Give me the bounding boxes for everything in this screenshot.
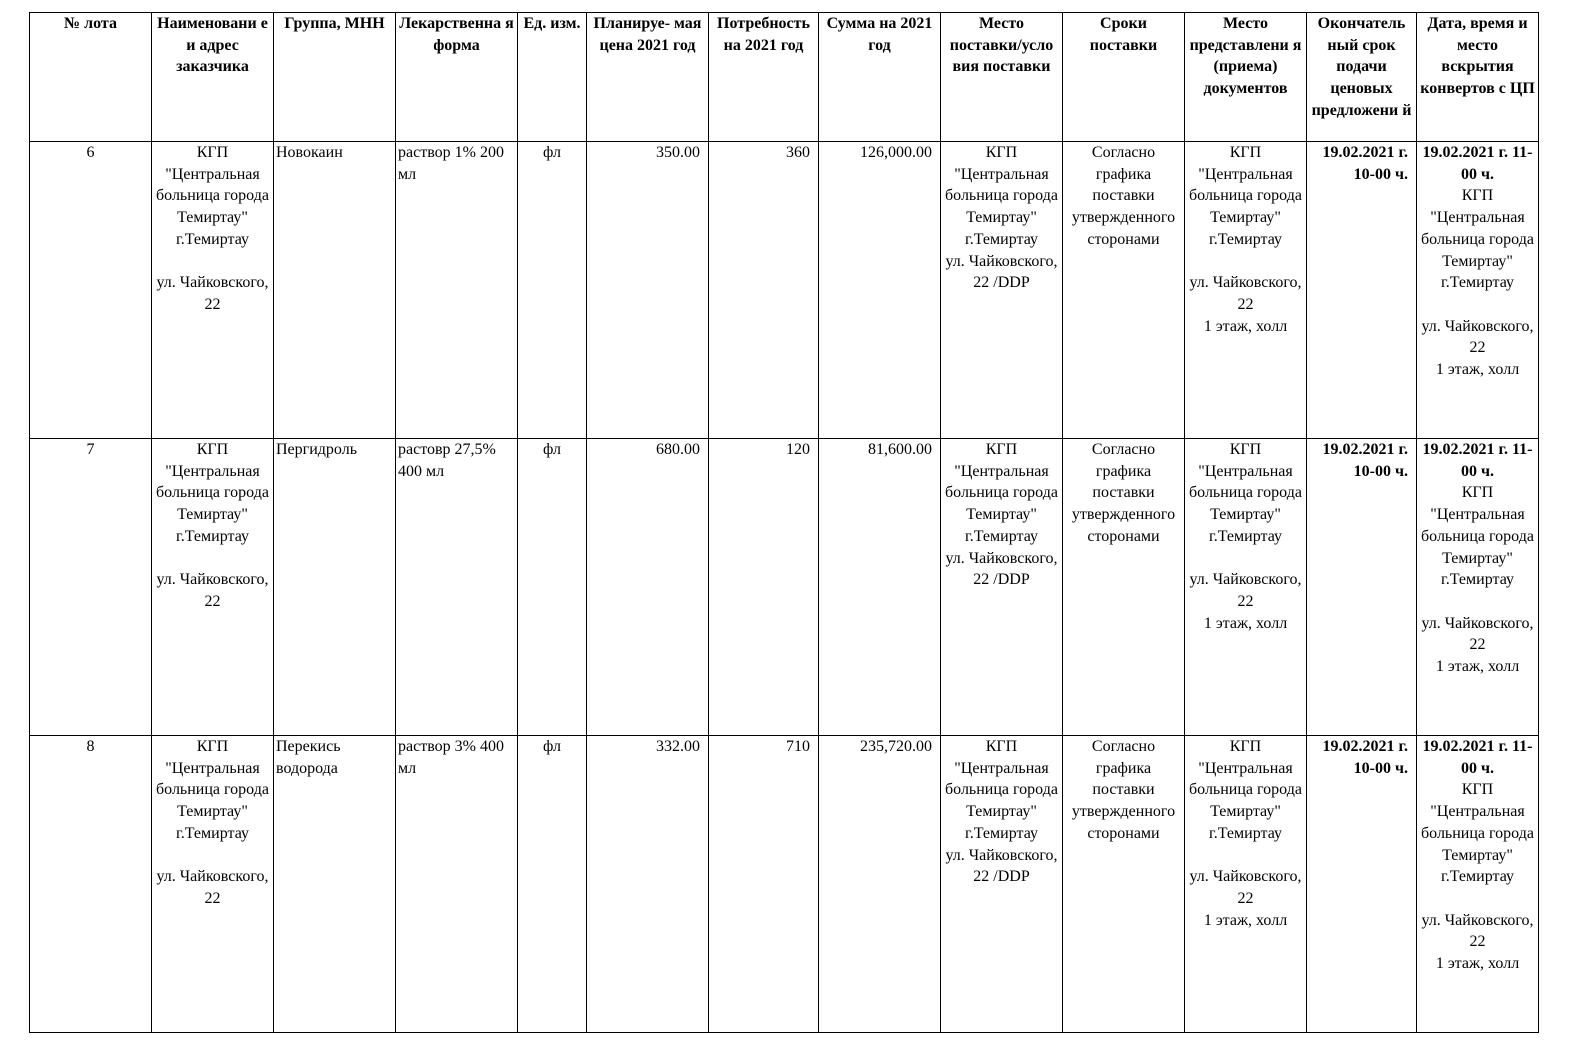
- header-need: Потребность на 2021 год: [709, 13, 819, 142]
- procurement-table: [29, 12, 1539, 1033]
- cell-price: 332.00: [587, 736, 709, 1033]
- opening-place: КГП "Центральная больница города Темиртау" г.Темиртау ул. Чайковского, 22 1 этаж, холл: [1421, 187, 1534, 379]
- cell-customer: КГП "Центральная больница города Темиртау" г.Темиртау ул. Чайковского, 22: [152, 439, 274, 736]
- cell-form: растовр 27,5% 400 мл: [396, 439, 518, 736]
- cell-deadline: 19.02.2021 г. 10-00 ч.: [1307, 142, 1417, 439]
- table-row: [30, 736, 1539, 1033]
- header-delivery-place: Место поставки/усло вия поставки: [941, 13, 1063, 142]
- cell-group: Новокаин: [274, 142, 396, 439]
- opening-datetime: 19.02.2021 г. 11-00 ч.: [1422, 738, 1533, 777]
- cell-unit: фл: [518, 142, 587, 439]
- cell-delivery-terms: Согласно графика поставки утвержденного сторонами: [1063, 736, 1185, 1033]
- header-lot: № лота: [30, 13, 152, 142]
- opening-datetime: 19.02.2021 г. 11-00 ч.: [1422, 441, 1533, 480]
- header-price: Планируе- мая цена 2021 год: [587, 13, 709, 142]
- header-group: Группа, МНН: [274, 13, 396, 142]
- cell-customer: КГП "Центральная больница города Темиртау" г.Темиртау ул. Чайковского, 22: [152, 142, 274, 439]
- header-sum: Сумма на 2021 год: [819, 13, 941, 142]
- cell-docs-place: КГП "Центральная больница города Темиртау" г.Темиртау ул. Чайковского, 22 1 этаж, холл: [1185, 142, 1307, 439]
- cell-need: 120: [709, 439, 819, 736]
- cell-docs-place: КГП "Центральная больница города Темиртау" г.Темиртау ул. Чайковского, 22 1 этаж, холл: [1185, 439, 1307, 736]
- cell-docs-place: КГП "Центральная больница города Темиртау" г.Темиртау ул. Чайковского, 22 1 этаж, холл: [1185, 736, 1307, 1033]
- table-row: [30, 142, 1539, 439]
- header-customer: Наименовани е и адрес заказчика: [152, 13, 274, 142]
- cell-unit: фл: [518, 439, 587, 736]
- cell-price: 350.00: [587, 142, 709, 439]
- header-delivery-terms: Сроки поставки: [1063, 13, 1185, 142]
- cell-unit: фл: [518, 736, 587, 1033]
- cell-price: 680.00: [587, 439, 709, 736]
- header-unit: Ед. изм.: [518, 13, 587, 142]
- cell-form: раствор 3% 400 мл: [396, 736, 518, 1033]
- cell-need: 710: [709, 736, 819, 1033]
- header-docs-place: Место представлени я (приема) документов: [1185, 13, 1307, 142]
- cell-delivery-terms: Согласно графика поставки утвержденного сторонами: [1063, 142, 1185, 439]
- opening-datetime: 19.02.2021 г. 11-00 ч.: [1422, 144, 1533, 183]
- cell-opening: [1417, 439, 1539, 736]
- header-deadline: Окончатель ный срок подачи ценовых предложени й: [1307, 13, 1417, 142]
- cell-group: Перекись водорода: [274, 736, 396, 1033]
- header-opening: Дата, время и место вскрытия конвертов с ЦП: [1417, 13, 1539, 142]
- header-row: [30, 13, 1539, 142]
- cell-delivery-place: КГП "Центральная больница города Темиртау" г.Темиртау ул. Чайковского, 22 /DDP: [941, 736, 1063, 1033]
- cell-lot: 6: [30, 142, 152, 439]
- cell-lot: 7: [30, 439, 152, 736]
- cell-deadline: 19.02.2021 г. 10-00 ч.: [1307, 736, 1417, 1033]
- cell-delivery-terms: Согласно графика поставки утвержденного сторонами: [1063, 439, 1185, 736]
- cell-opening: [1417, 736, 1539, 1033]
- cell-delivery-place: КГП "Центральная больница города Темиртау" г.Темиртау ул. Чайковского, 22 /DDP: [941, 439, 1063, 736]
- header-form: Лекарственна я форма: [396, 13, 518, 142]
- cell-form: раствор 1% 200 мл: [396, 142, 518, 439]
- table-row: [30, 439, 1539, 736]
- cell-customer: КГП "Центральная больница города Темиртау" г.Темиртау ул. Чайковского, 22: [152, 736, 274, 1033]
- cell-need: 360: [709, 142, 819, 439]
- cell-lot: 8: [30, 736, 152, 1033]
- cell-sum: 126,000.00: [819, 142, 941, 439]
- cell-sum: 81,600.00: [819, 439, 941, 736]
- cell-sum: 235,720.00: [819, 736, 941, 1033]
- cell-opening: [1417, 142, 1539, 439]
- cell-deadline: 19.02.2021 г. 10-00 ч.: [1307, 439, 1417, 736]
- opening-place: КГП "Центральная больница города Темиртау" г.Темиртау ул. Чайковского, 22 1 этаж, холл: [1421, 484, 1534, 676]
- opening-place: КГП "Центральная больница города Темиртау" г.Темиртау ул. Чайковского, 22 1 этаж, холл: [1421, 781, 1534, 973]
- cell-group: Пергидроль: [274, 439, 396, 736]
- cell-delivery-place: КГП "Центральная больница города Темиртау" г.Темиртау ул. Чайковского, 22 /DDP: [941, 142, 1063, 439]
